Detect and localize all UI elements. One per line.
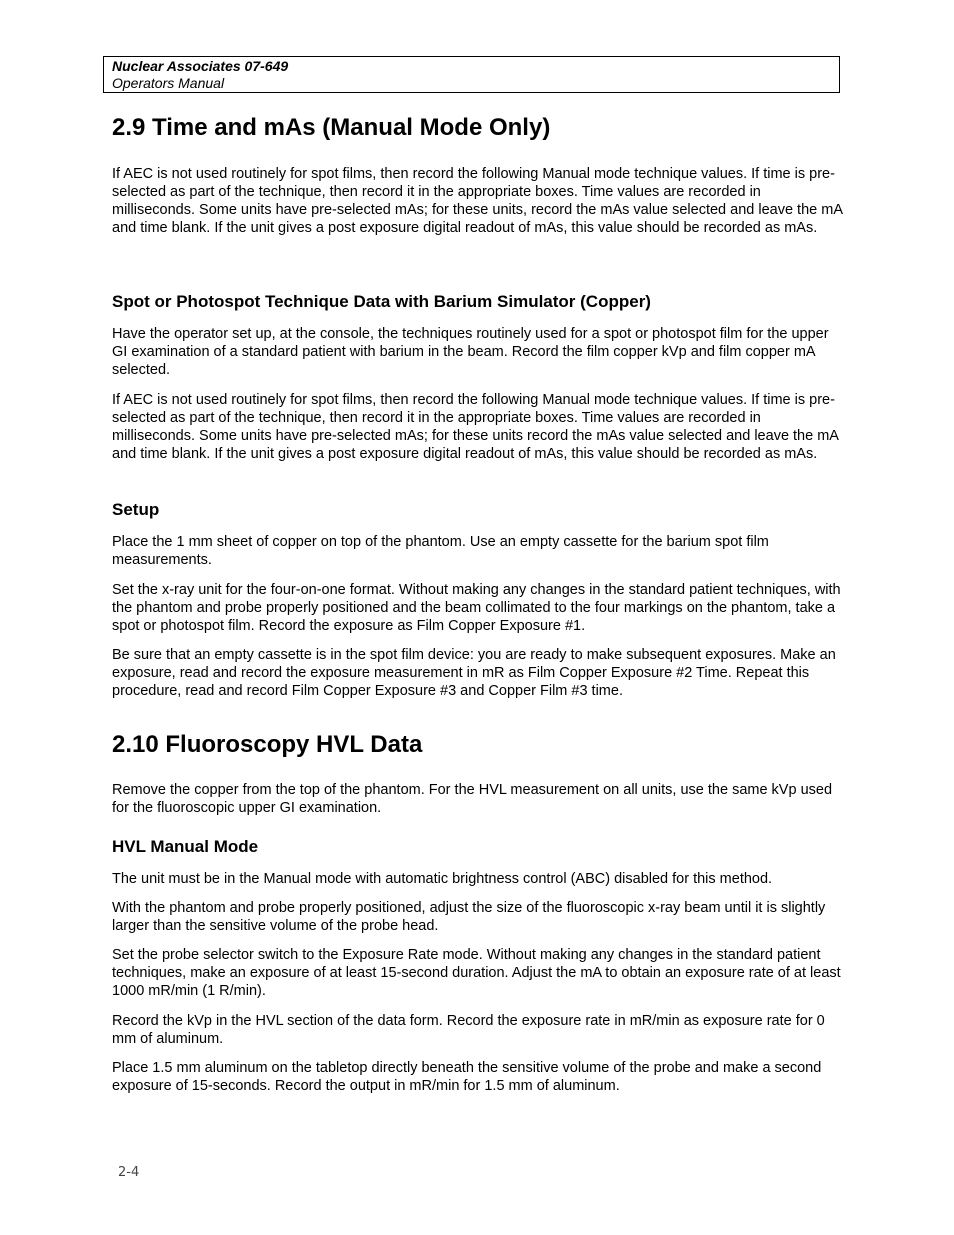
paragraph-hvl-exposure-rate-mode: Set the probe selector switch to the Exposure Rate mode. Without making any changes in the standard patient techniques, make an exposure of at least 15-second duration. Adjust the mA to obtain an exposure rate of at least 1000 mR/min (1 R/min). (112, 947, 841, 999)
paragraph-hvl-beam-size: With the phantom and probe properly positioned, adjust the size of the fluoroscopic x-ray beam until it is slightly larger than the sensitive volume of the probe head. (112, 900, 826, 934)
subsection-heading-spot-photospot: Spot or Photospot Technique Data with Barium Simulator (Copper) (112, 292, 651, 311)
paragraph-hvl-aluminum-exposure: Place 1.5 mm aluminum on the tabletop directly beneath the sensitive volume of the probe and make a second exposure of 15-seconds. Record the output in mR/min for 1.5 mm of aluminum. (112, 1060, 822, 1094)
page-number: 2-4 (118, 1165, 140, 1180)
paragraph-setup-four-on-one: Set the x-ray unit for the four-on-one format. Without making any changes in the standard patient techniques, with the phantom and probe properly positioned and the beam collimated to the four markings on the phantom, take a spot or photospot film. Record the exposure as Film Copper Exposure #1. (112, 582, 841, 634)
subsection-heading-setup: Setup (112, 500, 160, 519)
subsection-heading-hvl-manual-mode: HVL Manual Mode (112, 837, 259, 856)
paragraph-spot-setup-console: Have the operator set up, at the console, the techniques routinely used for a spot or photospot film for the upper GI examination of a standard patient with barium in the beam. Record the film copper kVp and film copper mA selected. (112, 326, 829, 378)
paragraph-hvl-record-kvp: Record the kVp in the HVL section of the data form. Record the exposure rate in mR/min as exposure rate for 0 mm of aluminum. (112, 1013, 825, 1047)
header-title: Nuclear Associates 07-649 (112, 58, 289, 74)
header-subtitle: Operators Manual (112, 75, 225, 91)
paragraph-setup-subsequent-exposures: Be sure that an empty cassette is in the spot film device: you are ready to make subsequent exposures. Make an exposure, read and record the exposure measurement in mR as Film Copper Exposure #2 Time. Repeat this procedure, read and record Film Copper Exposure #3 and Copper Film #3 time. (112, 647, 836, 699)
section-heading-time-mas: 2.9 Time and mAs (Manual Mode Only) (112, 114, 551, 141)
paragraph-spot-manual-values: If AEC is not used routinely for spot films, then record the following Manual mode technique values. If time is pre-selected as part of the technique, then record it in the appropriate boxes. Time values are recorded in milliseconds. Some units have pre-selected mAs; for these units record the mAs value selected and leave the mA and time blank. If the unit gives a post exposure digital readout of mAs, this value should be recorded as mAs. (112, 392, 839, 462)
running-header (103, 56, 840, 93)
section-intro-time-mas: If AEC is not used routinely for spot films, then record the following Manual mode technique values. If time is pre-selected as part of the technique, then record it in the appropriate boxes. Time values are recorded in milliseconds. Some units have pre-selected mAs; for these units, record the mAs value selected and leave the mA and time blank. If the unit gives a post exposure digital readout of mAs, this value should be recorded as mAs. (112, 166, 843, 236)
section-intro-fluoroscopy-hvl: Remove the copper from the top of the phantom. For the HVL measurement on all units, use the same kVp used for the fluoroscopic upper GI examination. (112, 782, 833, 816)
paragraph-setup-copper-sheet: Place the 1 mm sheet of copper on top of the phantom. Use an empty cassette for the barium spot film measurements. (112, 534, 769, 568)
paragraph-hvl-manual-mode: The unit must be in the Manual mode with automatic brightness control (ABC) disabled for this method. (112, 871, 773, 887)
section-heading-fluoroscopy-hvl: 2.10 Fluoroscopy HVL Data (112, 731, 423, 758)
